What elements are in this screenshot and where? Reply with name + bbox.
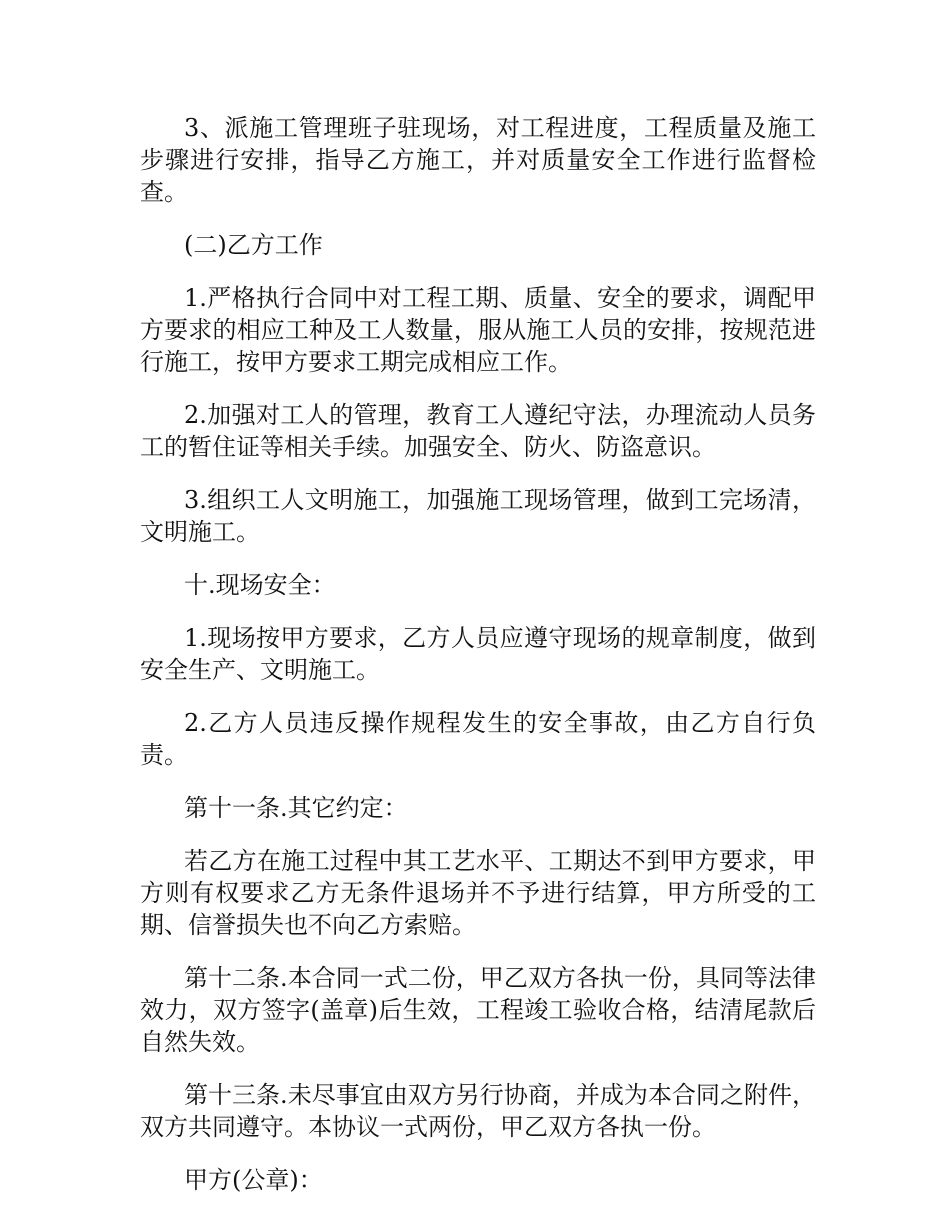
paragraph-party-b-duty-2: 2.加强对工人的管理，教育工人遵纪守法，办理流动人员务工的暂住证等相关手续。加强安全、防火、防盗意识。: [140, 401, 816, 461]
paragraph-article-12: 第十二条.本合同一式二份，甲乙双方各执一份，具同等法律效力，双方签字(盖章)后生效，工程竣工验收合格，结清尾款后自然失效。: [140, 964, 816, 1056]
paragraph-party-b-duty-1: 1.严格执行合同中对工程工期、质量、安全的要求，调配甲方要求的相应工种及工人数量，服从施工人员的安排，按规范进行施工，按甲方要求工期完成相应工作。: [140, 284, 816, 376]
paragraph-party-a-duty-3: 3、派施工管理班子驻现场，对工程进度，工程质量及施工步骤进行安排，指导乙方施工，并对质量安全工作进行监督检查。: [140, 114, 816, 206]
signature-party-a: 甲方(公章)：: [184, 1166, 323, 1194]
paragraph-article-11-body: 若乙方在施工过程中其工艺水平、工期达不到甲方要求，甲方则有权要求乙方无条件退场并不予进行结算，甲方所受的工期、信誉损失也不向乙方索赔。: [140, 847, 816, 939]
heading-party-b-work: (二)乙方工作: [184, 231, 323, 259]
paragraph-safety-1: 1.现场按甲方要求，乙方人员应遵守现场的规章制度，做到安全生产、文明施工。: [140, 624, 816, 684]
heading-site-safety: 十.现场安全：: [184, 571, 336, 599]
heading-article-11: 第十一条.其它约定：: [184, 794, 408, 822]
paragraph-article-13: 第十三条.未尽事宜由双方另行协商，并成为本合同之附件，双方共同遵守。本协议一式两份，甲乙双方各执一份。: [140, 1081, 816, 1141]
paragraph-party-b-duty-3: 3.组织工人文明施工，加强施工现场管理，做到工完场清，文明施工。: [140, 486, 816, 546]
paragraph-safety-2: 2.乙方人员违反操作规程发生的安全事故，由乙方自行负责。: [140, 709, 816, 769]
document-body: [140, 112, 816, 1217]
